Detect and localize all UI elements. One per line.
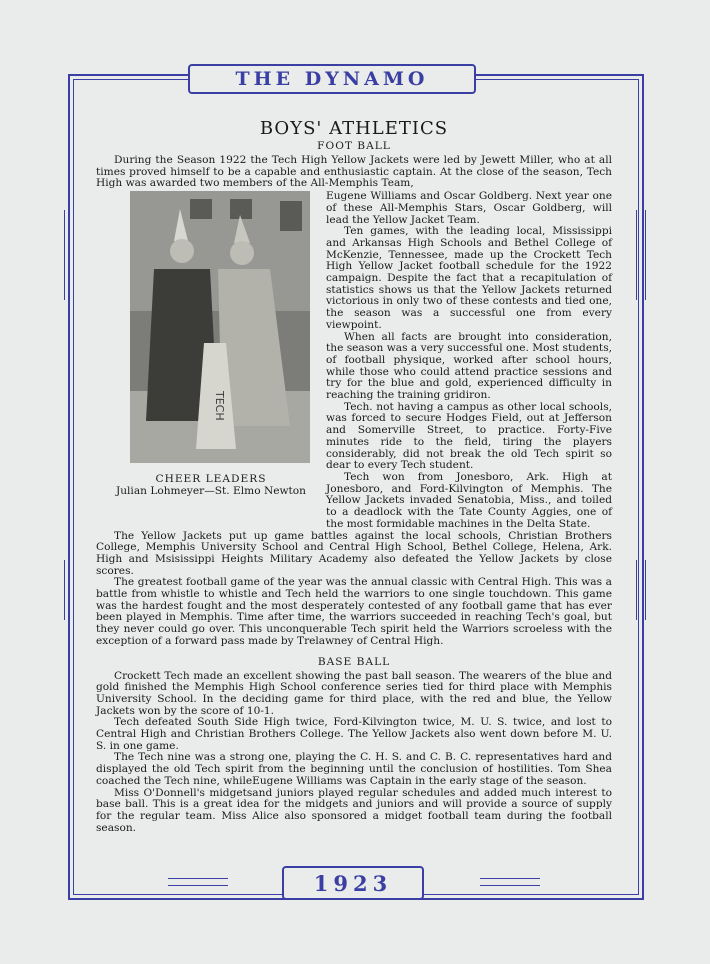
article — [96, 118, 612, 834]
footer-year: 1923 — [313, 870, 393, 896]
page-title: THE DYNAMO — [235, 68, 429, 90]
cheer-leaders-illustration — [130, 191, 310, 463]
right-border-ornament — [636, 210, 646, 300]
paragraph: Miss O'Donnell's midgetsand juniors played regular schedules and added much interest to base ball. This is a great idea for the midgets and juniors and will provide a source of supply for the regular team. Miss Alice also sponsored a midget football team during the football season. — [96, 786, 612, 834]
left-border-ornament — [64, 210, 74, 300]
photo-column — [96, 191, 326, 530]
footer-ornament-left — [168, 878, 228, 886]
paragraph: When all facts are brought into consideration, the season was a very successful one. Most students, of football physique, worked after school hours, while those who could attend practice sessions and try for the blue and gold, experienced difficulty in reaching the training gridiron. — [326, 330, 612, 402]
paragraph: Crockett Tech made an excellent showing the past ball season. The wearers of the blue and gold finished the Memphis High School conference series tied for third place with Memphis University School. In the deciding game for third place, with the red and blue, the Yellow Jackets won by the score of 10-1. — [96, 669, 612, 717]
paragraph: During the Season 1922 the Tech High Yellow Jackets were led by Jewett Miller, who at all times proved himself to be a capable and enthusiastic captain. At the close of the season, Tech High was awarded two members of the All-Memphis Team, — [96, 154, 612, 190]
paragraph: Eugene Williams and Oscar Goldberg. Next year one of these All-Memphis Stars, Oscar Goldberg, will lead the Yellow Jacket Team. — [326, 190, 612, 226]
paragraph: Ten games, with the leading local, Mississippi and Arkansas High Schools and Bethel College of McKenzie, Tennessee, made up the Crockett Tech High Yellow Jacket football schedule for the 1922 campaign. Despite the fact that a recapitulation of statistics shows us that the Yellow Jackets returned victorious in only two of these contests and tied one, the season was a successful one from every viewpoint. — [326, 225, 612, 331]
cheer-leaders-photo — [130, 191, 310, 463]
text-column — [326, 191, 612, 530]
photo-caption-title: CHEER LEADERS — [155, 473, 267, 486]
footer-ornament-right — [480, 878, 540, 886]
footer-year-bar — [282, 866, 424, 900]
megaphone-label: TECH — [213, 391, 226, 421]
paragraph: Tech won from Jonesboro, Ark. High at Jonesboro, and Ford-Kilvington of Memphis. The Yellow Jackets invaded Senatobia, Miss., and toiled to a deadlock with the Tate County Aggies, one of the most formidable machines in the Delta State. — [326, 470, 612, 530]
header-title-bar — [188, 64, 476, 94]
article-heading: BOYS' ATHLETICS — [259, 118, 449, 139]
photo-caption-names: Julian Lohmeyer—St. Elmo Newton — [115, 485, 307, 498]
photo-section — [96, 191, 612, 530]
left-border-ornament — [64, 560, 74, 620]
right-border-ornament — [636, 560, 646, 620]
paragraph: Tech defeated South Side High twice, Ford-Kilvington twice, M. U. S. twice, and lost to Central High and Christian Brothers College. The Yellow Jackets also went down before M. U. S. in one game. — [96, 716, 612, 752]
football-heading: FOOT BALL — [317, 140, 391, 152]
paragraph: Tech. not having a campus as other local schools, was forced to secure Hodges Field, out at Jefferson and Somerville Street, to practice. Forty-Five minutes ride to the field, tiring the players considerably, did not break the old Tech spirit so dear to every Tech student. — [326, 400, 612, 472]
baseball-heading: BASE BALL — [317, 655, 391, 668]
paragraph: The greatest football game of the year was the annual classic with Central High. This was a battle from whistle to whistle and Tech held the warriors to one single touchdown. This game was the hardest fought and the most desperately contested of any football game that has ever been played in Memphis. Time after time, the warriors succeeded in reaching Tech's goal, but they never could go over. This unconquerable Tech spirit held the Warriors scroeless with the exception of a forward pass made by Trelawney of Central High. — [96, 576, 612, 647]
paragraph: The Yellow Jackets put up game battles against the local schools, Christian Brothers College, Memphis University School and Central High School, Bethel College, Helena, Ark. High and Msisissippi Heights Military Academy also defeated the Yellow Jackets by close scores. — [96, 529, 612, 577]
paragraph: The Tech nine was a strong one, playing the C. H. S. and C. B. C. representatives hard and displayed the old Tech spirit from the beginning until the conclusion of hostilities. Tom Shea coached the Tech nine, whileEugene Williams was Captain in the early stage of the season. — [96, 751, 612, 787]
